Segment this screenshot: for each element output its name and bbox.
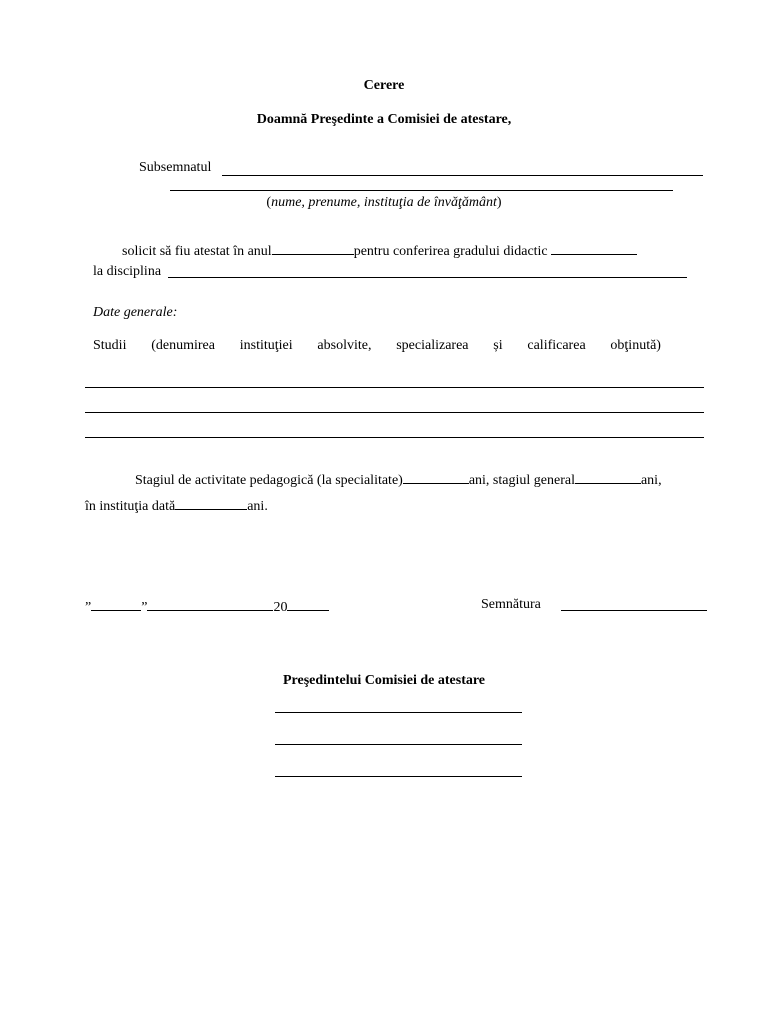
institution-line — [85, 496, 268, 515]
undersigned-label: Subsemnatul — [139, 160, 212, 175]
studies-field-line-2[interactable] — [85, 412, 704, 413]
stage-text-part3: ani, — [640, 473, 662, 488]
studies-word: instituţiei — [239, 338, 293, 353]
request-line — [122, 241, 637, 260]
stage-line — [135, 470, 662, 489]
institution-years-field[interactable] — [175, 496, 247, 510]
president-field-line-1[interactable] — [275, 712, 522, 713]
studies-label-row — [93, 338, 661, 354]
president-field-line-3[interactable] — [275, 776, 522, 777]
year-field[interactable] — [272, 241, 354, 255]
didactic-degree-field[interactable] — [551, 241, 637, 255]
date-day-field[interactable] — [91, 597, 141, 611]
specialty-years-field[interactable] — [403, 470, 469, 484]
stage-text-part1: Stagiul de activitate pedagogică (la specialitate) — [135, 473, 403, 488]
stage-text-part2: ani, stagiul general — [468, 473, 575, 488]
date-month-field[interactable] — [147, 597, 273, 611]
undersigned-name-field[interactable] — [222, 175, 703, 176]
date-year-field[interactable] — [287, 597, 329, 611]
discipline-label: la disciplina — [93, 264, 162, 279]
studies-field-line-3[interactable] — [85, 437, 704, 438]
name-hint — [0, 195, 768, 211]
date-quote-close: ” — [141, 600, 148, 615]
studies-word: și — [493, 338, 503, 353]
general-data-heading: Date generale: — [93, 305, 178, 320]
signature-field[interactable] — [561, 610, 707, 611]
studies-word: obţinută) — [610, 338, 661, 353]
request-text-part2: pentru conferirea gradului didactic — [353, 244, 548, 259]
studies-word: (denumirea — [151, 338, 215, 353]
studies-word: absolvite, — [317, 338, 372, 353]
president-heading: Preşedintelui Comisiei de atestare — [282, 673, 486, 688]
document-title: Cerere — [363, 78, 405, 93]
institution-text-part2: ani. — [247, 499, 268, 514]
date-year-prefix: 20 — [273, 600, 288, 615]
institution-text-part1: în instituţia dată — [85, 499, 176, 514]
studies-field-line-1[interactable] — [85, 387, 704, 388]
general-years-field[interactable] — [575, 470, 641, 484]
studies-word: calificarea — [527, 338, 586, 353]
discipline-field[interactable] — [168, 277, 687, 278]
name-hint-text: nume, prenume, instituţia de învăţământ — [271, 195, 497, 210]
studies-word: Studii — [93, 338, 127, 353]
date-line — [85, 597, 329, 616]
date-quote-open: ” — [85, 600, 92, 615]
undersigned-name-field-continued[interactable] — [170, 190, 673, 191]
request-text-part1: solicit să fiu atestat în anul — [122, 244, 272, 259]
signature-label: Semnătura — [481, 597, 541, 612]
name-hint-open: ( — [266, 195, 272, 210]
name-hint-close: ) — [496, 195, 502, 210]
addressee-line: Doamnă Preşedinte a Comisiei de atestare, — [256, 112, 512, 127]
president-field-line-2[interactable] — [275, 744, 522, 745]
studies-word: specializarea — [396, 338, 469, 353]
